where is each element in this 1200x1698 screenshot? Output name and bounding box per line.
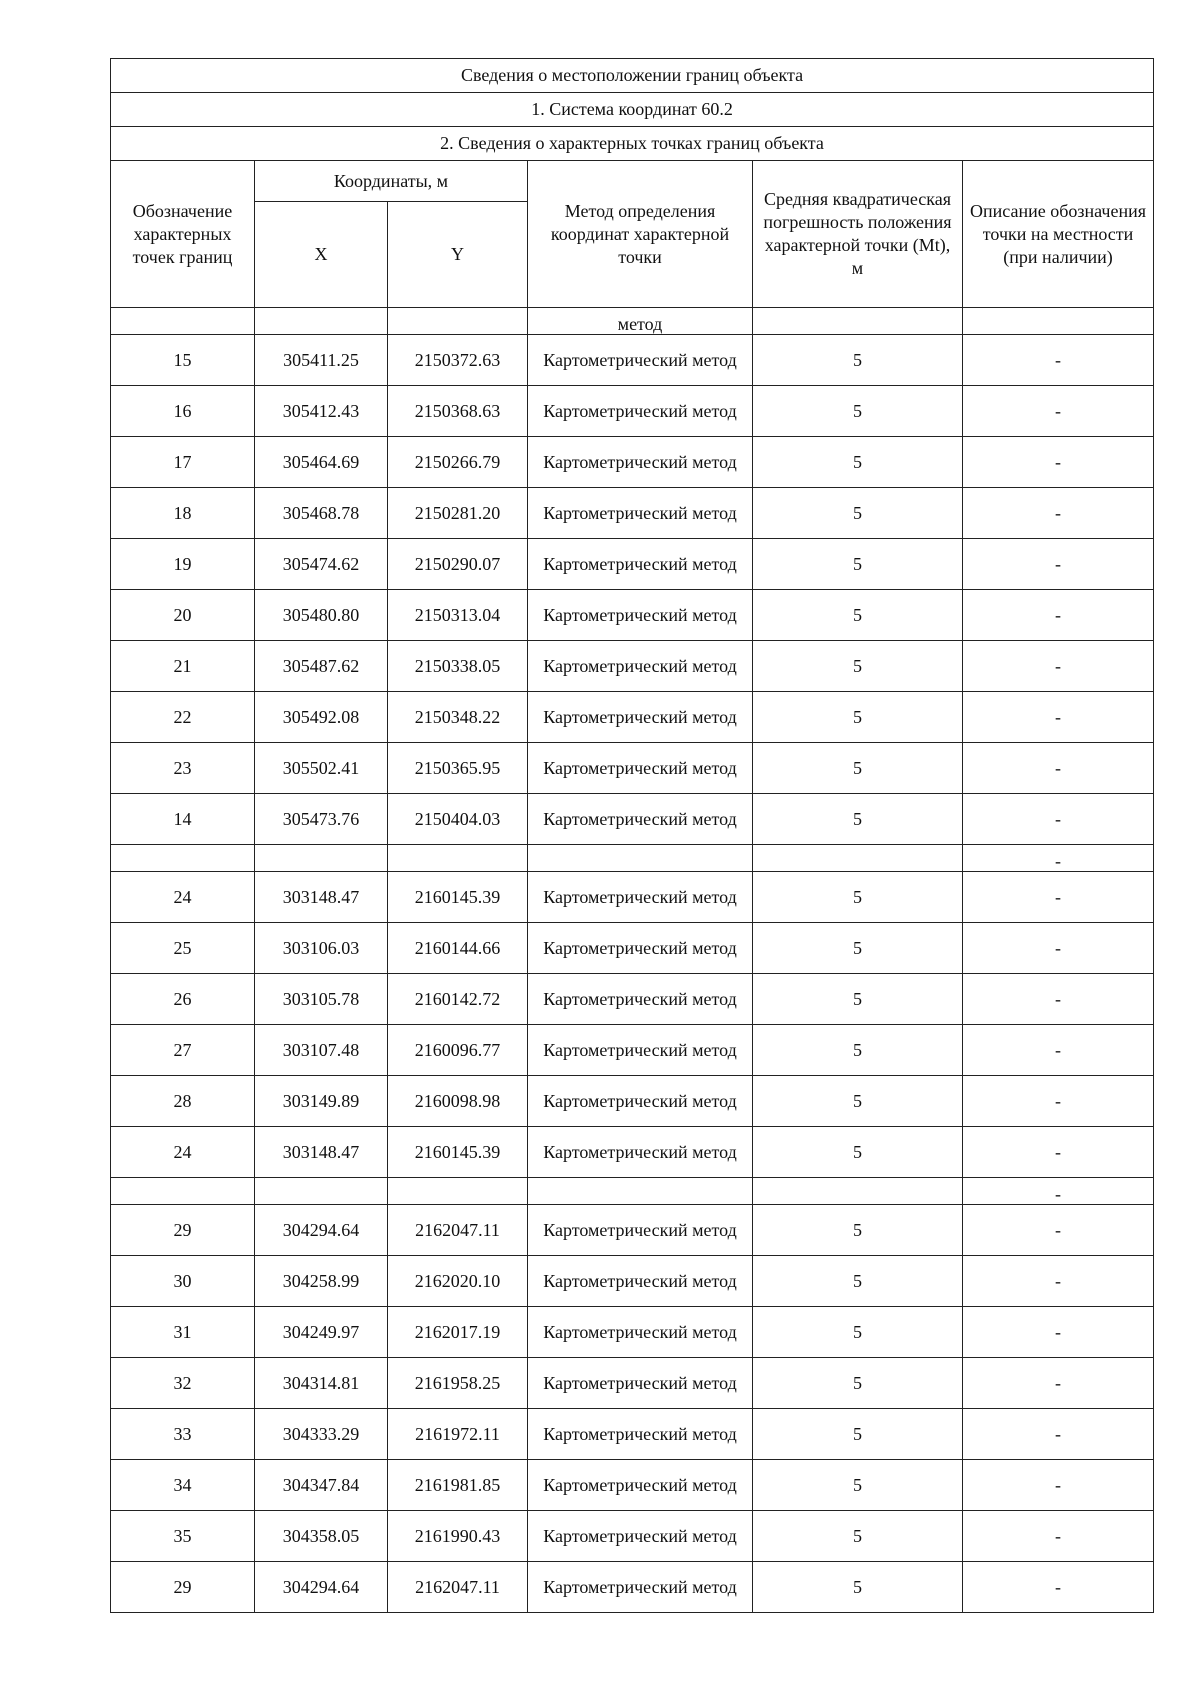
cell-x: 305492.08 [255,692,388,743]
cell-x: 303107.48 [255,1025,388,1076]
cell-y: 2160142.72 [388,974,528,1025]
cell-point: 17 [111,437,255,488]
cell-point: 29 [111,1562,255,1613]
cell-y: 2150338.05 [388,641,528,692]
table-row [111,590,1154,641]
cell-error: 5 [753,1562,963,1613]
cell-desc: - [963,1511,1154,1562]
table-row [111,1562,1154,1613]
table-row [111,794,1154,845]
cell-method: Картометрический метод [528,872,753,923]
cell-point: 29 [111,1205,255,1256]
cell-x: 303149.89 [255,1076,388,1127]
cell-method: Картометрический метод [528,1460,753,1511]
cell-y: 2162047.11 [388,1205,528,1256]
cell-error: 5 [753,692,963,743]
table-row [111,923,1154,974]
header-x: X [255,202,388,308]
cell-y: 2162020.10 [388,1256,528,1307]
table-row [111,1460,1154,1511]
table-row [111,1307,1154,1358]
cell-x: 304249.97 [255,1307,388,1358]
cell-point: 35 [111,1511,255,1562]
cell-x: 305468.78 [255,488,388,539]
cell-desc: - [963,1076,1154,1127]
cell-y: 2150290.07 [388,539,528,590]
cell-point: 16 [111,386,255,437]
cell-x: 304347.84 [255,1460,388,1511]
cell-x: 305464.69 [255,437,388,488]
cell-error: 5 [753,641,963,692]
cell-error: 5 [753,1205,963,1256]
cell-error: 5 [753,974,963,1025]
cell-x: 305412.43 [255,386,388,437]
cell-desc: - [963,590,1154,641]
table-row [111,488,1154,539]
table-row [111,974,1154,1025]
cell-desc: - [963,1409,1154,1460]
cell-y: 2150368.63 [388,386,528,437]
table-row [111,641,1154,692]
cell-desc: - [963,335,1154,386]
cell-x: 303106.03 [255,923,388,974]
cell-desc: - [963,1205,1154,1256]
cell-desc: - [963,641,1154,692]
cell-method: Картометрический метод [528,1076,753,1127]
cell-point: 34 [111,1460,255,1511]
header-method: Метод определения координат характерной точки [528,161,753,308]
table-row [111,1025,1154,1076]
cell-error: 5 [753,386,963,437]
table-row [111,386,1154,437]
cell-error: 5 [753,1127,963,1178]
cell-y: 2160144.66 [388,923,528,974]
header-point: Обозначение характерных точек границ [111,161,255,308]
cell-y: 2160098.98 [388,1076,528,1127]
cell-error: 5 [753,923,963,974]
table-row [111,743,1154,794]
cell-error: 5 [753,1307,963,1358]
cell-method: Картометрический метод [528,437,753,488]
cell-y: 2150372.63 [388,335,528,386]
cell-point: 23 [111,743,255,794]
cell-method: Картометрический метод [528,1562,753,1613]
cell-y: 2150404.03 [388,794,528,845]
cell-method: Картометрический метод [528,1127,753,1178]
cell-method: Картометрический метод [528,1307,753,1358]
separator-row [111,1178,1154,1205]
cell-method: Картометрический метод [528,335,753,386]
cell-y: 2150313.04 [388,590,528,641]
cell-desc: - [963,1025,1154,1076]
cell-desc: - [963,794,1154,845]
cell-x: 304314.81 [255,1358,388,1409]
cell-point: 22 [111,692,255,743]
header-coords: Координаты, м [255,161,528,202]
cell-error: 5 [753,1256,963,1307]
table-row [111,1256,1154,1307]
cell-point: 25 [111,923,255,974]
cell-y: 2160145.39 [388,872,528,923]
cell-error: 5 [753,437,963,488]
cell-y: 2161990.43 [388,1511,528,1562]
cell-method: Картометрический метод [528,743,753,794]
cell-x: 305474.62 [255,539,388,590]
table-row [111,872,1154,923]
boundary-points-table [110,58,1154,1613]
cell-point: 21 [111,641,255,692]
table-row [111,437,1154,488]
cell-point: 30 [111,1256,255,1307]
cell-error: 5 [753,743,963,794]
cell-method: Картометрический метод [528,1409,753,1460]
cell-method: Картометрический метод [528,1511,753,1562]
cell-y: 2160145.39 [388,1127,528,1178]
cell-x: 304358.05 [255,1511,388,1562]
cell-y: 2160096.77 [388,1025,528,1076]
cell-desc: - [963,386,1154,437]
cell-x: 305411.25 [255,335,388,386]
header-desc: Описание обозначения точки на местности (при наличии) [963,161,1154,308]
cell-y: 2162017.19 [388,1307,528,1358]
table-row [111,692,1154,743]
cell-error: 5 [753,1409,963,1460]
cell-point: 18 [111,488,255,539]
table-row [111,1409,1154,1460]
cell-error: 5 [753,1460,963,1511]
cell-y: 2150348.22 [388,692,528,743]
cell-x: 305487.62 [255,641,388,692]
cell-x: 303148.47 [255,1127,388,1178]
cell-point: 31 [111,1307,255,1358]
cell-method: Картометрический метод [528,692,753,743]
cell-method: Картометрический метод [528,974,753,1025]
table-row [111,1511,1154,1562]
table-row [111,1205,1154,1256]
cell-point: 20 [111,590,255,641]
cell-y: 2162047.11 [388,1562,528,1613]
cell-method: Картометрический метод [528,1205,753,1256]
cell-x: 304294.64 [255,1205,388,1256]
cell-method: Картометрический метод [528,1358,753,1409]
cell-point: 26 [111,974,255,1025]
cell-point: 19 [111,539,255,590]
cell-point: 15 [111,335,255,386]
table-body [111,308,1154,1613]
cell-error: 5 [753,590,963,641]
cell-x: 305480.80 [255,590,388,641]
separator-row [111,845,1154,872]
cell-error: 5 [753,1025,963,1076]
cell-method: Картометрический метод [528,590,753,641]
cell-point: 32 [111,1358,255,1409]
cell-desc: - [963,1307,1154,1358]
cell-desc: - [963,872,1154,923]
cell-desc: - [963,1460,1154,1511]
table-row [111,1127,1154,1178]
cell-point: 28 [111,1076,255,1127]
coordinate-system-title: 1. Система координат 60.2 [111,93,1154,127]
header-y: Y [388,202,528,308]
cell-x: 305502.41 [255,743,388,794]
cell-desc: - [963,1127,1154,1178]
cell-point: 33 [111,1409,255,1460]
cell-method: Картометрический метод [528,1256,753,1307]
cell-method: Картометрический метод [528,641,753,692]
cell-desc: - [963,1358,1154,1409]
table-row [111,335,1154,386]
cell-error: 5 [753,1358,963,1409]
cell-y: 2161958.25 [388,1358,528,1409]
cell-error: 5 [753,872,963,923]
cell-desc: - [963,692,1154,743]
cell-y: 2150266.79 [388,437,528,488]
cell-desc: - [963,974,1154,1025]
cell-desc: - [963,743,1154,794]
cell-x: 304258.99 [255,1256,388,1307]
cell-method: Картометрический метод [528,488,753,539]
cell-error: 5 [753,794,963,845]
table-row [111,539,1154,590]
cell-y: 2161972.11 [388,1409,528,1460]
header-error: Средняя квадратическая погрешность положения характерной точки (Mt), м [753,161,963,308]
cell-error: 5 [753,335,963,386]
cell-y: 2150281.20 [388,488,528,539]
cell-method: Картометрический метод [528,539,753,590]
cell-error: 5 [753,1076,963,1127]
table-row [111,1358,1154,1409]
cell-desc: - [963,539,1154,590]
cell-y: 2150365.95 [388,743,528,794]
cell-error: 5 [753,488,963,539]
continuation-method: метод [528,308,753,335]
table-title: Сведения о местоположении границ объекта [111,59,1154,93]
cell-desc: - [963,488,1154,539]
cell-desc: - [963,437,1154,488]
cell-desc: - [963,923,1154,974]
cell-point: 24 [111,872,255,923]
cell-x: 304294.64 [255,1562,388,1613]
cell-x: 303148.47 [255,872,388,923]
cell-point: 24 [111,1127,255,1178]
cell-error: 5 [753,539,963,590]
cell-error: 5 [753,1511,963,1562]
continuation-row [111,308,1154,335]
cell-method: Картометрический метод [528,794,753,845]
cell-x: 305473.76 [255,794,388,845]
cell-method: Картометрический метод [528,923,753,974]
cell-y: 2161981.85 [388,1460,528,1511]
cell-desc: - [963,1256,1154,1307]
cell-method: Картометрический метод [528,1025,753,1076]
cell-point: 27 [111,1025,255,1076]
table-row [111,1076,1154,1127]
separator-desc: - [963,1178,1154,1205]
cell-x: 303105.78 [255,974,388,1025]
cell-desc: - [963,1562,1154,1613]
points-section-title: 2. Сведения о характерных точках границ объекта [111,127,1154,161]
separator-desc: - [963,845,1154,872]
cell-method: Картометрический метод [528,386,753,437]
cell-point: 14 [111,794,255,845]
cell-x: 304333.29 [255,1409,388,1460]
